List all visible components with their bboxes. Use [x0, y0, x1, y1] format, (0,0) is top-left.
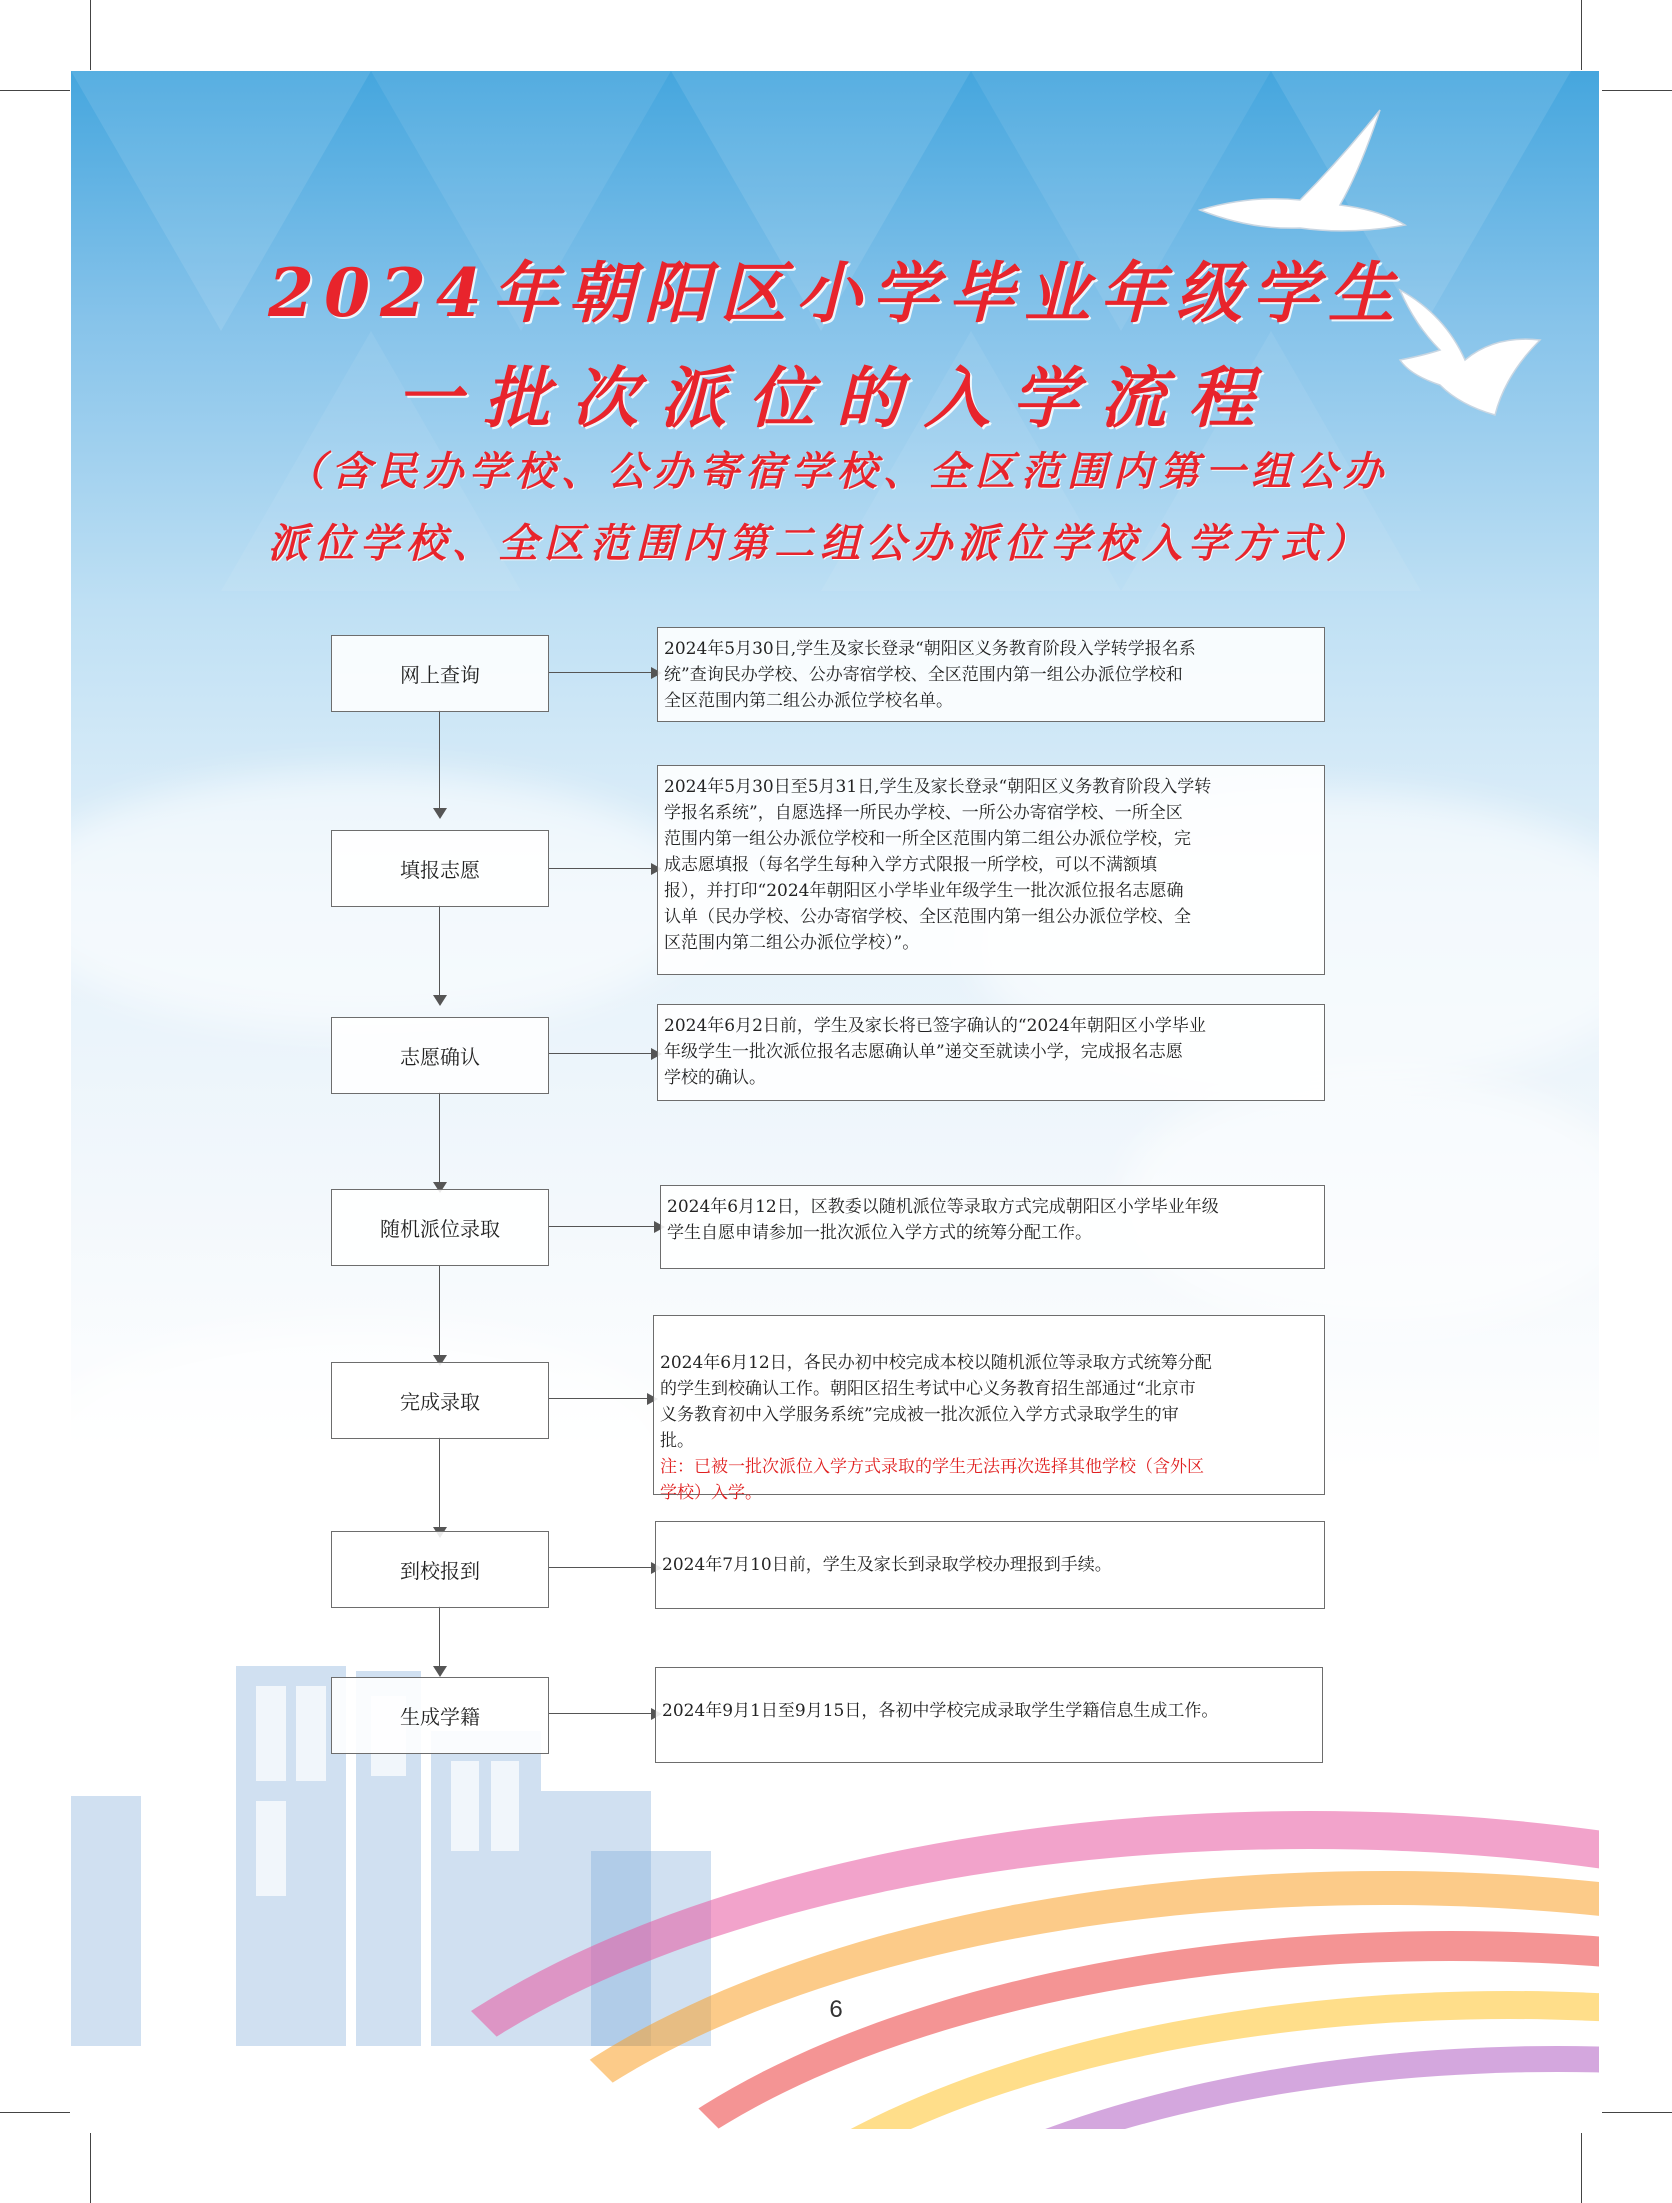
- flow-step-description: 2024年9月1日至9月15日，各初中学校完成录取学生学籍信息生成工作。: [655, 1667, 1323, 1763]
- crop-mark: [90, 2133, 91, 2203]
- flow-step-description-with-note: [653, 1315, 1325, 1503]
- flow-connector: [548, 1226, 658, 1227]
- flow-connector: [439, 1092, 440, 1182]
- flow-arrow-down: [433, 1666, 447, 1677]
- flow-step-report-to-school: [331, 1531, 549, 1608]
- flow-step-description: 2024年6月2日前，学生及家长将已签字确认的“2024年朝阳区小学毕业 年级学生一批次派位报名志愿确认单”递交至就读小学，完成报名志愿 学校的确认。: [657, 1004, 1325, 1101]
- flow-connector: [548, 1567, 655, 1568]
- page-title-line1: 2024年朝阳区小学毕业年级学生: [268, 254, 1404, 332]
- flow-step-description: 2024年5月30日至5月31日,学生及家长登录“朝阳区义务教育阶段入学转 学报名系统”，自愿选择一所民办学校、一所公办寄宿学校、一所全区 范围内第一组公办派位学校和一所全区范围内第二组公办派位学校，完 成志愿填报（每名学生每种入学方式限报一所学校，可以不满额填 报），并打印“2024年朝阳区小学毕业年级学生一批次派位报名志愿确 认单（民办学校、公办寄宿学校、全区范围内第一组公办派位学校、全 区范围内第二组公办派位学校）”。: [657, 765, 1325, 975]
- flow-step-label: 完成录取: [400, 1390, 480, 1414]
- subtitle-line1: （含民办学校、公办寄宿学校、全区范围内第一组公办: [285, 448, 1389, 495]
- flow-step-description: 2024年6月12日，区教委以随机派位等录取方式完成朝阳区小学毕业年级 学生自愿申请参加一批次派位入学方式的统筹分配工作。: [660, 1185, 1325, 1269]
- flow-step-label: 到校报到: [400, 1559, 480, 1583]
- flow-connector: [548, 1053, 655, 1054]
- flow-step-label: 生成学籍: [400, 1705, 480, 1729]
- admission-note: 注：已被一批次派位入学方式录取的学生无法再次选择其他学校（含外区 学校）入学。: [660, 1457, 1204, 1503]
- page-title-line2: 一批次派位的入学流程: [396, 359, 1276, 437]
- flow-arrow-down: [433, 995, 447, 1006]
- flow-step-online-query: [331, 635, 549, 712]
- crop-mark: [1602, 90, 1672, 91]
- building-silhouette: [71, 1796, 141, 2046]
- building-window: [296, 1686, 326, 1781]
- crop-mark: [1581, 0, 1582, 70]
- building-silhouette: [236, 1666, 346, 2046]
- flow-step-label: 随机派位录取: [380, 1217, 500, 1241]
- crop-mark: [0, 2112, 70, 2113]
- flow-step-description-text: 2024年6月12日，各民办初中校完成本校以随机派位等录取方式统筹分配 的学生到校确认工作。朝阳区招生考试中心义务教育招生部通过“北京市 义务教育初中入学服务系统”完成被一批次派位入学方式录取学生的审 批。: [660, 1353, 1212, 1451]
- page-number: 6: [829, 1996, 843, 2023]
- flow-connector: [548, 1398, 651, 1399]
- crop-mark: [90, 0, 91, 70]
- flow-connector: [548, 868, 655, 869]
- flow-step-random-allocation: [331, 1189, 549, 1266]
- flow-step-label: 填报志愿: [400, 858, 480, 882]
- flow-connector: [439, 905, 440, 995]
- flow-connector: [439, 1437, 440, 1527]
- building-window: [491, 1761, 519, 1851]
- flow-step-complete-admission: [331, 1362, 549, 1439]
- flow-arrow-down: [433, 808, 447, 819]
- flow-connector: [439, 1265, 440, 1355]
- flow-step-fill-application: [331, 830, 549, 907]
- flow-connector: [439, 710, 440, 808]
- dove-illustration: [1190, 100, 1420, 240]
- flow-step-label: 网上查询: [400, 663, 480, 687]
- flow-connector: [548, 672, 655, 673]
- flow-step-label: 志愿确认: [400, 1045, 480, 1069]
- building-window: [256, 1801, 286, 1896]
- crop-mark: [1602, 2112, 1672, 2113]
- crop-mark: [0, 90, 70, 91]
- building-window: [256, 1686, 286, 1781]
- flow-step-generate-status: [331, 1677, 549, 1754]
- flow-step-description: 2024年7月10日前，学生及家长到录取学校办理报到手续。: [655, 1521, 1325, 1609]
- flow-connector: [439, 1606, 440, 1666]
- building-window: [451, 1761, 479, 1851]
- flow-step-description: 2024年5月30日,学生及家长登录“朝阳区义务教育阶段入学转学报名系 统”查询民办学校、公办寄宿学校、全区范围内第一组公办派位学校和 全区范围内第二组公办派位学校名单。: [657, 627, 1325, 722]
- flow-step-confirm-application: [331, 1017, 549, 1094]
- subtitle-line2: 派位学校、全区范围内第二组公办派位学校入学方式）: [268, 520, 1372, 567]
- flow-connector: [548, 1713, 655, 1714]
- crop-mark: [1581, 2133, 1582, 2203]
